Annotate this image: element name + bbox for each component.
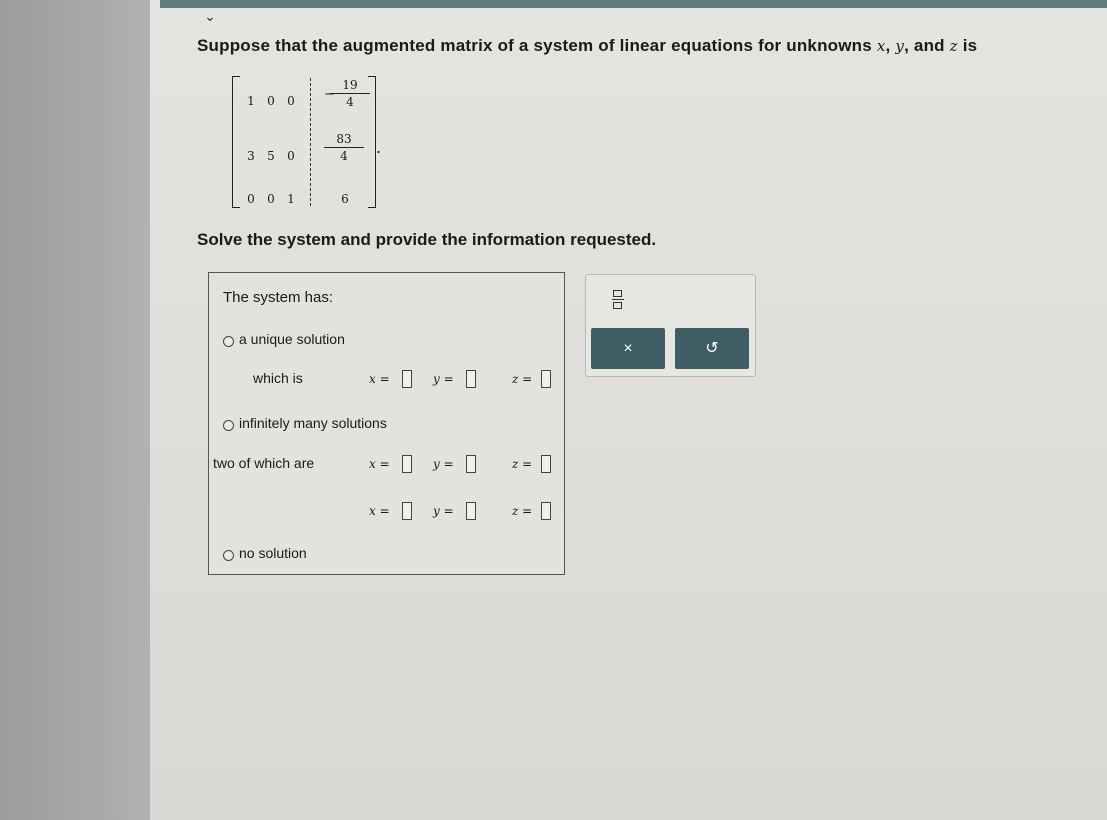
matrix-cell: 0 [267,192,275,206]
rhs-fraction [324,132,364,163]
matrix-divider [310,78,311,206]
radio-no-solution[interactable] [223,550,234,561]
matrix-cell: 1 [287,192,295,206]
undo-icon: ↺ [705,340,719,357]
infinite-x1-input[interactable] [402,455,412,473]
clear-button[interactable] [591,328,665,369]
chevron-down-icon[interactable]: ⌄ [204,8,216,24]
unique-y-input[interactable] [466,370,476,388]
y-equals-label: y = [433,457,454,471]
answer-heading: The system has: [223,289,334,306]
matrix-cell: 0 [267,94,275,108]
option-infinite-label[interactable]: infinitely many solutions [239,415,387,431]
x-equals-label: x = [369,504,390,518]
fraction-denominator-box [613,302,622,309]
augmented-matrix [226,74,386,210]
rhs-sign: − [324,87,335,102]
question-suffix: is [957,36,978,55]
top-bar [160,0,1107,8]
infinite-z2-input[interactable] [541,502,551,520]
fraction-icon[interactable] [612,290,624,310]
unique-z-input[interactable] [541,370,551,388]
y-equals-label: y = [433,504,454,518]
undo-button[interactable] [675,328,749,369]
matrix-cell: 3 [247,149,255,163]
matrix-cell: 1 [247,94,255,108]
fraction-numerator-box [613,290,622,297]
answer-box [208,272,565,575]
instruction-text: Solve the system and provide the information requested. [197,230,657,249]
x-equals-label: x = [369,457,390,471]
rhs-numerator: 83 [324,132,364,148]
y-equals-label: y = [433,372,454,386]
option-unique-label[interactable]: a unique solution [239,331,345,347]
infinite-x2-input[interactable] [402,502,412,520]
unique-prefix: which is [253,370,303,386]
rhs-numerator: 19 [330,78,370,94]
infinite-z1-input[interactable] [541,455,551,473]
question-sep2: , and [904,36,950,55]
rhs-value: 6 [341,192,349,206]
z-equals-label: z = [512,372,533,386]
option-no-solution-label[interactable]: no solution [239,545,307,561]
question-text [197,36,977,56]
radio-unique-solution[interactable] [223,336,234,347]
close-icon: × [623,340,633,357]
rhs-denominator: 4 [346,95,354,109]
matrix-cell: 5 [267,149,275,163]
x-equals-label: x = [369,372,390,386]
question-prefix: Suppose that the augmented matrix of a system of linear equations for unknowns [197,36,877,55]
unique-x-input[interactable] [402,370,412,388]
radio-infinitely-many[interactable] [223,420,234,431]
left-panel [0,0,150,820]
z-equals-label: z = [512,457,533,471]
matrix-period: . [376,138,382,157]
infinite-y1-input[interactable] [466,455,476,473]
matrix-left-bracket [232,76,240,208]
var-x: x [876,37,886,55]
rhs-denominator: 4 [340,149,348,163]
rhs-fraction [330,78,370,109]
matrix-cell: 0 [287,149,295,163]
var-z: z [949,37,958,55]
var-y: y [895,37,905,55]
fraction-bar [612,299,624,300]
matrix-cell: 0 [287,94,295,108]
infinite-prefix: two of which are [213,455,315,471]
math-tool-palette [585,274,756,377]
matrix-cell: 0 [247,192,255,206]
z-equals-label: z = [512,504,533,518]
question-sep1: , [885,36,896,55]
infinite-y2-input[interactable] [466,502,476,520]
